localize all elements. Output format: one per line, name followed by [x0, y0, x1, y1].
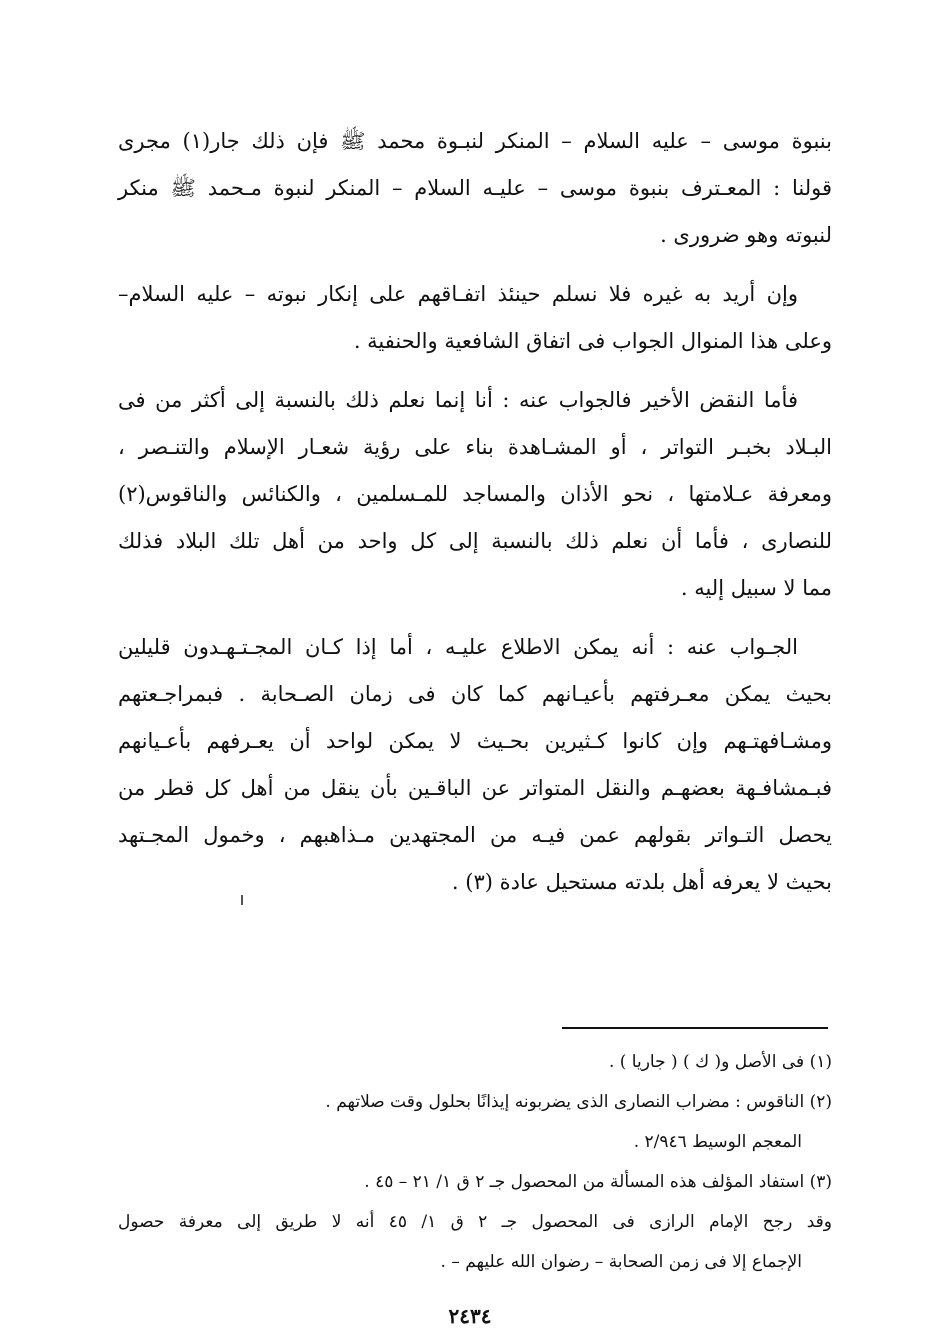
footnote-3: (٣) استفاد المؤلف هذه المسألة من المحصول جـ ٢ ق ١/ ٢١ – ٤٥ . — [364, 1172, 832, 1192]
text-line: وإن أريد به غيره فلا نسلم حينئذ اتفـاقهم على إنكار نبوته – عليه السلام– — [118, 282, 798, 306]
text-line: بنبوة موسى – عليه السلام – المنكر لنبـوة محمد ﷺ فإن ذلك جار(١) مجرى — [118, 129, 832, 153]
text-line: قولنا : المعـترف بنبوة موسى – عليـه السلام – المنكر لنبوة مـحمد ﷺ منكر — [118, 176, 832, 200]
text-line: للنصارى ، فأما أن نعلم ذلك بالنسبة إلى كل واحد من أهل تلك البلاد فذلك — [118, 529, 832, 553]
footnote-2: (٢) الناقوس : مضراب النصارى الذى يضربونه إيذانًا بحلول وقت صلاتهم . — [325, 1092, 832, 1112]
text-line: فأما النقض الأخير فالجواب عنه : أنا إنما نعلم ذلك بالنسبة إلى أكثر من فى — [118, 388, 798, 412]
footnote-3-continuation: الإجماع إلا فى زمن الصحابة – رضوان الله عليهم – . — [440, 1252, 802, 1272]
footnotes — [118, 1042, 832, 1282]
text-line: ومشـافهتـهم وإن كانوا كـثيرين بحـيث لا يمكن لواحد أن يعـرفهم بأعـيانهم — [118, 729, 832, 753]
paragraph-4 — [118, 624, 832, 906]
paragraph-1 — [118, 118, 832, 259]
footnote-1: (١) فى الأصل و( ك ) ( جاريا ) . — [608, 1052, 832, 1072]
text-line: يحصل التـواتر بقولهم عمن فيـه من المجتهدين مـذاهبهم ، وخمول المجـتهد — [118, 823, 832, 847]
text-line: مما لا سبيل إليه . — [680, 576, 832, 600]
text-line: بحيث لا يعرفه أهل بلدته مستحيل عادة (٣) . — [451, 870, 832, 894]
main-text — [118, 118, 832, 918]
page-number: ٢٤٣٤ — [448, 1304, 492, 1328]
paragraph-2 — [118, 271, 832, 365]
text-line: بحيث يمكن معـرفتهم بأعيـانهم كما كان فى زمان الصـحابة . فبمراجـعتهم — [118, 682, 832, 706]
paragraph-3 — [118, 377, 832, 612]
text-line: البـلاد بخبـر التواتر ، أو المشـاهدة بناء على رؤية شعـار الإسلام والتنـصر ، — [118, 435, 832, 459]
footnote-separator — [562, 1027, 828, 1029]
footnote-3-continuation: وقد رجح الإمام الرازى فى المحصول جـ ٢ ق ١/ ٤٥ أنه لا طريق إلى معرفة حصول — [118, 1212, 832, 1232]
scan-speck — [241, 895, 243, 905]
text-line: وعلى هذا المنوال الجواب فى اتفاق الشافعية والحنفية . — [353, 329, 832, 353]
text-line: فبـمشافـهة بعضهـم والنقل المتواتر عن الباقـين بأن ينقل من أهل كل قطر من — [118, 776, 832, 800]
text-line: لنبوته وهو ضرورى . — [660, 223, 832, 247]
text-line: ومعرفة عـلامتها ، نحو الأذان والمساجد للمـسلمين ، والكنائس والناقوس(٢) — [118, 482, 832, 506]
text-line: الجـواب عنه : أنه يمكن الاطلاع عليـه ، أما إذا كـان المجـتـهـدون قليلين — [118, 635, 798, 659]
footnote-2-continuation: المعجم الوسيط ٢/٩٤٦ . — [633, 1132, 802, 1152]
